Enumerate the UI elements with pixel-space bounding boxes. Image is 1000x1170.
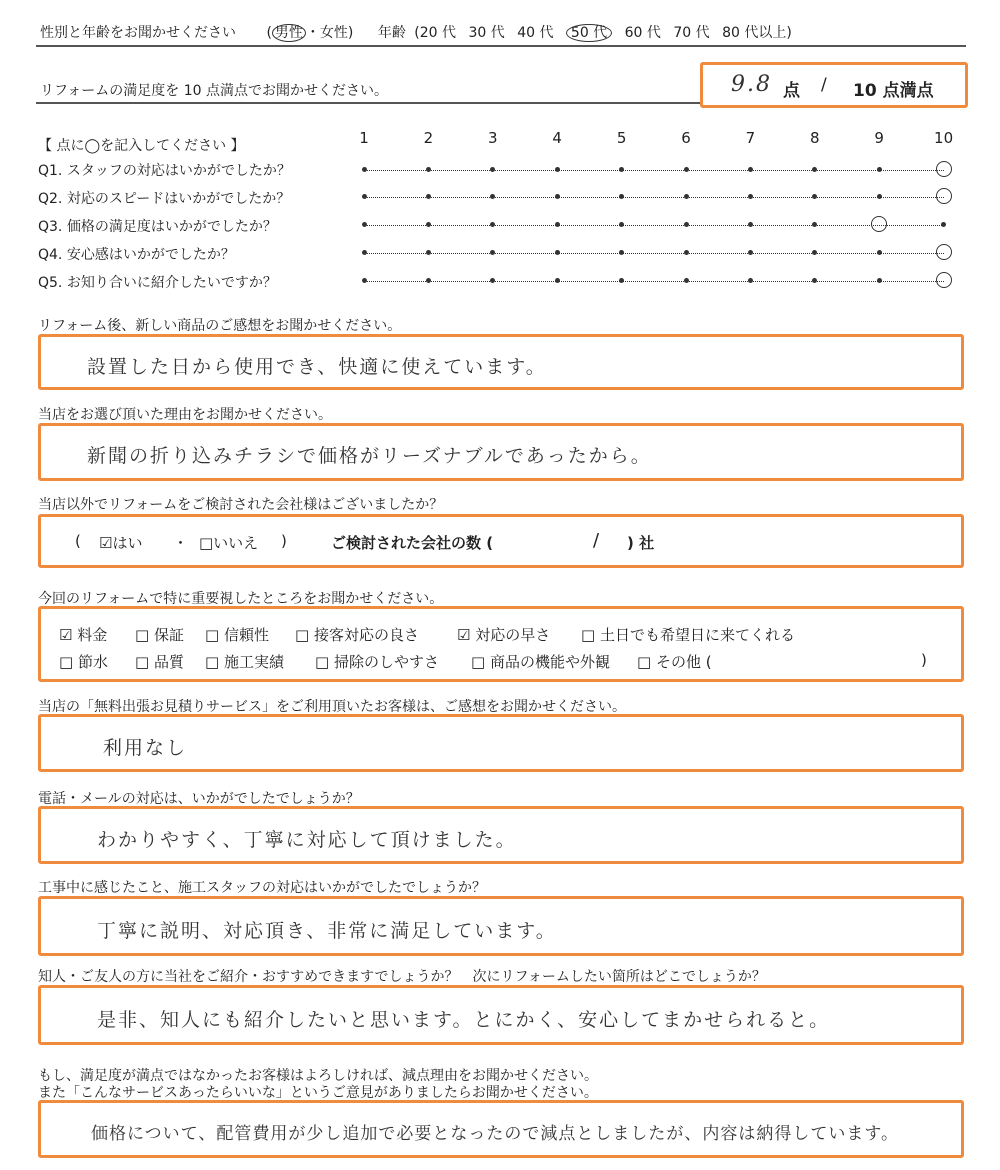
priority-other-close: ): [921, 651, 927, 669]
others-no[interactable]: □いいえ: [199, 534, 259, 552]
priority-warranty[interactable]: □ 保証: [135, 626, 184, 644]
rating-instruction: 【 点に◯を記入してください 】: [38, 138, 245, 154]
age-30[interactable]: 30 代: [468, 25, 505, 41]
rating-q1-point-6[interactable]: [684, 167, 689, 172]
male-option[interactable]: 男性: [272, 24, 306, 42]
rating-q5-point-4[interactable]: [555, 278, 560, 283]
scale-number-10: 10: [934, 129, 954, 147]
gender-open: (: [266, 25, 272, 41]
rating-q4-point-2[interactable]: [426, 250, 431, 255]
referral-answer: 是非、知人にも紹介したいと思います。とにかく、安心してまかせられると。: [97, 1009, 831, 1031]
impression-answer-box[interactable]: [38, 334, 964, 390]
deduction-question-1: もし、満足度が満点ではなかったお客様はよろしければ、減点理由をお聞かせください。: [38, 1068, 598, 1084]
rating-q1-point-2[interactable]: [426, 167, 431, 172]
referral-question: 知人・ご友人の方に当社をご紹介・おすすめできますでしょうか？ 次にリフォームしたい箇所はどこでしょうか？: [38, 969, 766, 985]
priority-other[interactable]: □ その他 (: [637, 653, 712, 671]
rating-q5-point-8[interactable]: [812, 278, 817, 283]
deduction-answer: 価格について、配管費用が少し追加で必要となったので減点としましたが、内容は納得しています。: [91, 1124, 899, 1144]
others-question: 当店以外でリフォームをご検討された会社様はございましたか？: [38, 497, 444, 513]
rating-q5-track: [364, 281, 944, 282]
rating-q3-point-2[interactable]: [426, 222, 431, 227]
impression-answer: 設置した日から使用でき、快適に使えています。: [87, 356, 547, 378]
priority-speed-checked[interactable]: ☑ 対応の早さ: [457, 626, 551, 644]
age-50-selected[interactable]: 50 代: [566, 24, 612, 42]
scale-number-5: 5: [616, 129, 627, 147]
priority-cleaning[interactable]: □ 掃除のしやすさ: [315, 653, 439, 671]
rating-q4-point-3[interactable]: [490, 250, 495, 255]
phone-answer: わかりやすく、丁寧に対応して頂けました。: [97, 829, 517, 851]
header-rule: [36, 45, 966, 47]
rating-q3-track: [364, 225, 944, 226]
rating-q1-selected-mark[interactable]: [936, 161, 952, 177]
others-open: (: [75, 532, 81, 550]
rating-q4-point-9[interactable]: [877, 250, 882, 255]
construction-answer-box[interactable]: [38, 896, 964, 956]
age-20[interactable]: 20 代: [419, 25, 457, 41]
rating-q5-point-1[interactable]: [362, 278, 367, 283]
others-count-label: ご検討された会社の数 (: [331, 534, 494, 552]
others-separator: ・: [173, 534, 189, 552]
scale-number-8: 8: [810, 129, 820, 147]
priority-track-record[interactable]: □ 施工実績: [205, 653, 284, 671]
gender-label: 性別と年齢をお聞かせください: [40, 25, 236, 41]
rating-q4-point-8[interactable]: [812, 250, 817, 255]
rating-q2-point-4[interactable]: [555, 194, 560, 199]
rating-q5-point-3[interactable]: [490, 278, 495, 283]
rating-q5-point-2[interactable]: [426, 278, 431, 283]
scale-number-2: 2: [423, 129, 434, 147]
rating-q2-point-5[interactable]: [619, 194, 624, 199]
rating-q3-label: Q3. 価格の満足度はいかがでしたか？: [38, 219, 277, 235]
rating-q3-point-5[interactable]: [619, 222, 624, 227]
rating-q3-point-8[interactable]: [812, 222, 817, 227]
rating-q1-point-1[interactable]: [362, 167, 367, 172]
satisfaction-rule: [36, 102, 700, 104]
score-unit: 点: [783, 81, 800, 101]
rating-q2-point-1[interactable]: [362, 194, 367, 199]
rating-q2-point-2[interactable]: [426, 194, 431, 199]
rating-q5-point-7[interactable]: [748, 278, 753, 283]
priority-water-saving[interactable]: □ 節水: [59, 653, 108, 671]
rating-q2-point-3[interactable]: [490, 194, 495, 199]
reason-question: 当店をお選び頂いた理由をお聞かせください。: [38, 407, 332, 423]
deduction-answer-box[interactable]: [38, 1100, 964, 1158]
estimate-question: 当店の「無料出張お見積りサービス」をご利用頂いたお客様は、ご感想をお聞かせください。: [38, 699, 626, 715]
phone-question: 電話・メールの対応は、いかがでしたでしょうか？: [38, 791, 360, 807]
rating-q4-track: [364, 253, 944, 254]
score-slash: /: [821, 75, 827, 95]
score-box: [700, 62, 968, 108]
age-80[interactable]: 80 代以上: [722, 25, 787, 41]
scale-number-4: 4: [552, 129, 562, 147]
score-max: 10 点満点: [853, 81, 934, 101]
rating-q4-point-4[interactable]: [555, 250, 560, 255]
rating-q3-point-4[interactable]: [555, 222, 560, 227]
priority-function[interactable]: □ 商品の機能や外観: [471, 653, 610, 671]
gender-age-row: [40, 22, 792, 42]
construction-answer: 丁寧に説明、対応頂き、非常に満足しています。: [97, 920, 557, 942]
rating-q4-point-7[interactable]: [748, 250, 753, 255]
deduction-question-2: また「こんなサービスあったらいいな」というご意見がありましたらお聞かせください。: [38, 1085, 598, 1101]
rating-q2-point-6[interactable]: [684, 194, 689, 199]
priority-service[interactable]: □ 接客対応の良さ: [295, 626, 419, 644]
priority-price-checked[interactable]: ☑ 料金: [59, 626, 108, 644]
estimate-answer: 利用なし: [103, 737, 188, 759]
impression-question: リフォーム後、新しい商品のご感想をお聞かせください。: [38, 318, 402, 334]
rating-q1-point-5[interactable]: [619, 167, 624, 172]
rating-q5-point-5[interactable]: [619, 278, 624, 283]
rating-q2-track: [364, 197, 944, 198]
scale-number-7: 7: [745, 129, 756, 147]
satisfaction-question: リフォームの満足度を 10 点満点でお聞かせください。: [40, 83, 389, 99]
others-answer-box: [38, 514, 964, 568]
priority-quality[interactable]: □ 品質: [135, 653, 184, 671]
age-70[interactable]: 70 代: [673, 25, 710, 41]
rating-q5-label: Q5. お知り合いに紹介したいですか？: [38, 275, 277, 291]
rating-q5-selected-mark[interactable]: [936, 272, 952, 288]
rating-q3-selected-mark[interactable]: [871, 216, 887, 232]
scale-number-9: 9: [874, 129, 884, 147]
rating-q1-point-9[interactable]: [877, 167, 882, 172]
reason-answer: 新聞の折り込みチラシで価格がリーズナブルであったから。: [87, 445, 652, 467]
priority-weekend[interactable]: □ 土日でも希望日に来てくれる: [581, 626, 795, 644]
gender-close: ): [347, 25, 354, 41]
rating-q3-point-6[interactable]: [684, 222, 689, 227]
priority-question: 今回のリフォームで特に重要視したところをお聞かせください。: [38, 591, 444, 607]
rating-q4-point-6[interactable]: [684, 250, 689, 255]
age-open: (: [414, 25, 420, 41]
rating-q3-point-10[interactable]: [941, 222, 946, 227]
rating-q5-point-6[interactable]: [684, 278, 689, 283]
rating-q3-point-3[interactable]: [490, 222, 495, 227]
rating-q3-point-7[interactable]: [748, 222, 753, 227]
gender-separator: ・: [305, 25, 320, 41]
rating-q2-point-8[interactable]: [812, 194, 817, 199]
score-handwritten[interactable]: 9.8: [731, 72, 772, 97]
rating-q1-label: Q1. スタッフの対応はいかがでしたか？: [38, 163, 291, 179]
rating-q1-point-8[interactable]: [812, 167, 817, 172]
phone-answer-box[interactable]: [38, 806, 964, 864]
rating-q4-selected-mark[interactable]: [936, 244, 952, 260]
others-count-value[interactable]: /: [593, 530, 600, 551]
estimate-answer-box[interactable]: [38, 714, 964, 772]
scale-number-3: 3: [488, 129, 498, 147]
scale-number-6: 6: [681, 129, 691, 147]
others-close: ): [281, 532, 287, 550]
priority-box: [38, 606, 964, 682]
rating-q1-point-3[interactable]: [490, 167, 495, 172]
rating-q2-label: Q2. 対応のスピードはいかがでしたか？: [38, 191, 291, 207]
others-count-unit: ) 社: [627, 534, 655, 552]
priority-reliability[interactable]: □ 信頼性: [205, 626, 269, 644]
others-yes-checked[interactable]: ☑はい: [99, 534, 143, 552]
rating-q2-point-7[interactable]: [748, 194, 753, 199]
age-label: 年齢: [377, 25, 406, 41]
age-close: ): [786, 25, 792, 41]
rating-q4-label: Q4. 安心感はいかがでしたか？: [38, 247, 235, 263]
female-option[interactable]: 女性: [319, 25, 348, 41]
rating-q4-point-5[interactable]: [619, 250, 624, 255]
rating-q1-point-7[interactable]: [748, 167, 753, 172]
construction-question: 工事中に感じたこと、施工スタッフの対応はいかがでしたでしょうか？: [38, 880, 486, 896]
rating-q1-track: [364, 170, 944, 171]
scale-number-1: 1: [359, 129, 369, 147]
age-60[interactable]: 60 代: [624, 25, 661, 41]
rating-q2-point-9[interactable]: [877, 194, 882, 199]
rating-q5-point-9[interactable]: [877, 278, 882, 283]
reason-answer-box[interactable]: [38, 423, 964, 481]
rating-q3-point-1[interactable]: [362, 222, 367, 227]
rating-q4-point-1[interactable]: [362, 250, 367, 255]
referral-answer-box[interactable]: [38, 985, 964, 1045]
rating-q1-point-4[interactable]: [555, 167, 560, 172]
age-40[interactable]: 40 代: [517, 25, 554, 41]
rating-q2-selected-mark[interactable]: [936, 188, 952, 204]
